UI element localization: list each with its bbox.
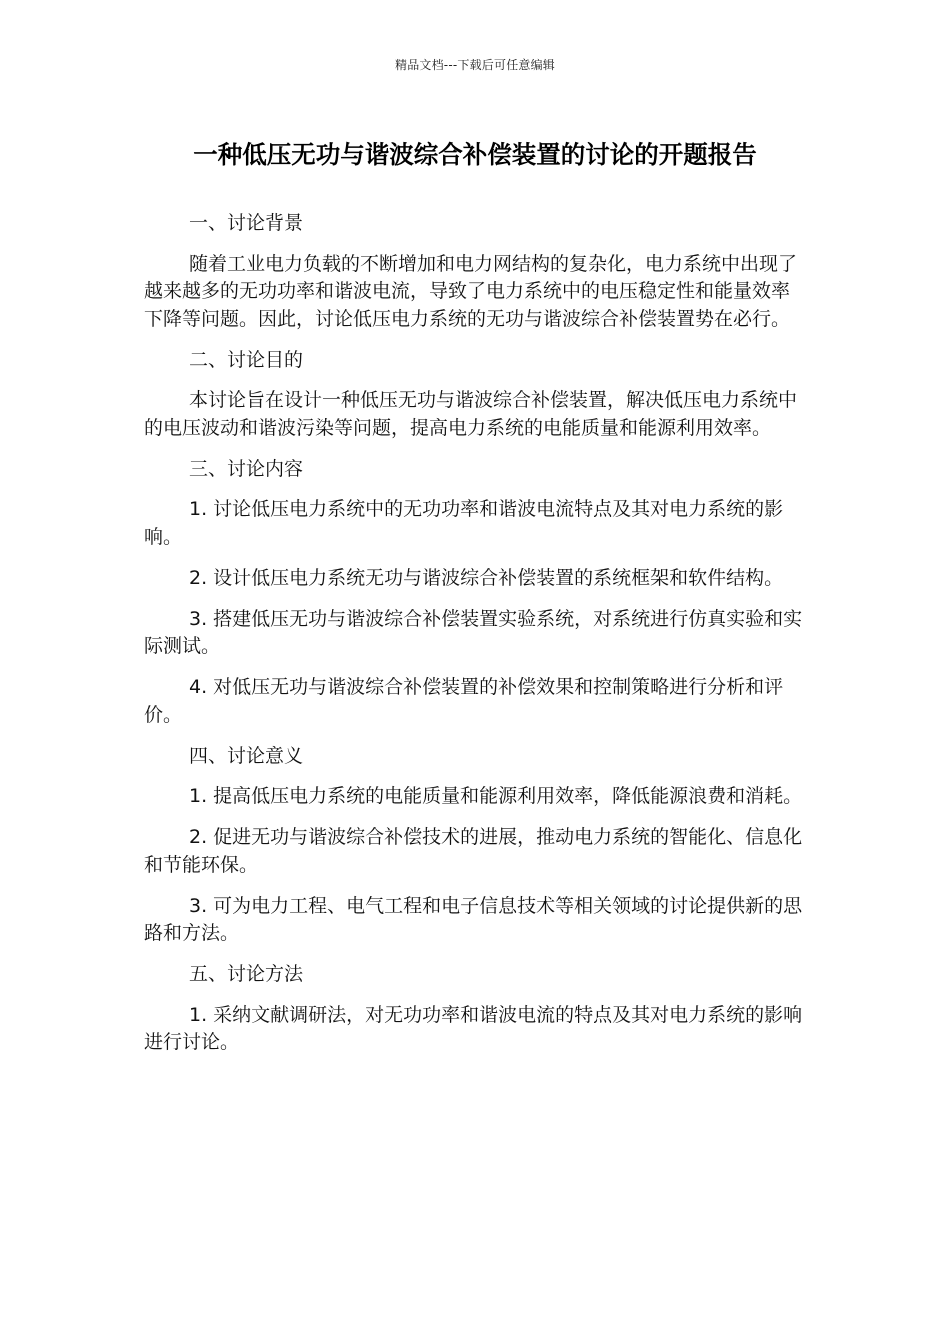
section-heading-significance: 四、讨论意义: [189, 744, 304, 767]
paragraph-background: 随着工业电力负载的不断增加和电力网结构的复杂化，电力系统中出现了越来越多的无功功率和谐波电流，导致了电力系统中的电压稳定性和能量效率下降等问题。因此，讨论低压电力系统的无功与谐波综合补偿装置势在必行。: [144, 252, 798, 330]
paragraph-purpose: 本讨论旨在设计一种低压无功与谐波综合补偿装置，解决低压电力系统中的电压波动和谐波污染等问题，提高电力系统的电能质量和能源利用效率。: [144, 389, 798, 439]
section-heading-methods: 五、讨论方法: [189, 963, 304, 985]
list-item-content-1: 1. 讨论低压电力系统中的无功功率和谐波电流特点及其对电力系统的影响。: [144, 498, 784, 548]
header-note: 精品文档---下载后可任意编辑: [395, 58, 555, 72]
list-item-content-4: 4. 对低压无功与谐波综合补偿装置的补偿效果和控制策略进行分析和评价。: [144, 676, 784, 726]
document-body: [144, 210, 806, 1070]
document-title: 一种低压无功与谐波综合补偿装置的讨论的开题报告: [193, 140, 757, 169]
section-heading-purpose: 二、讨论目的: [189, 348, 304, 371]
list-item-significance-2: 2. 促进无功与谐波综合补偿技术的进展，推动电力系统的智能化、信息化和节能环保。: [144, 826, 803, 876]
list-item-significance-1: 1. 提高低压电力系统的电能质量和能源利用效率，降低能源浪费和消耗。: [189, 785, 803, 807]
section-heading-background: 一、讨论背景: [189, 212, 304, 234]
list-item-content-3: 3. 搭建低压无功与谐波综合补偿装置实验系统，对系统进行仿真实验和实际测试。: [144, 607, 803, 657]
list-item-significance-3: 3. 可为电力工程、电气工程和电子信息技术等相关领域的讨论提供新的思路和方法。: [144, 894, 803, 944]
list-item-content-2: 2. 设计低压电力系统无功与谐波综合补偿装置的系统框架和软件结构。: [189, 566, 784, 589]
list-item-methods-1: 1. 采纳文献调研法，对无功功率和谐波电流的特点及其对电力系统的影响进行讨论。: [144, 1003, 803, 1053]
section-heading-content: 三、讨论内容: [189, 457, 304, 480]
